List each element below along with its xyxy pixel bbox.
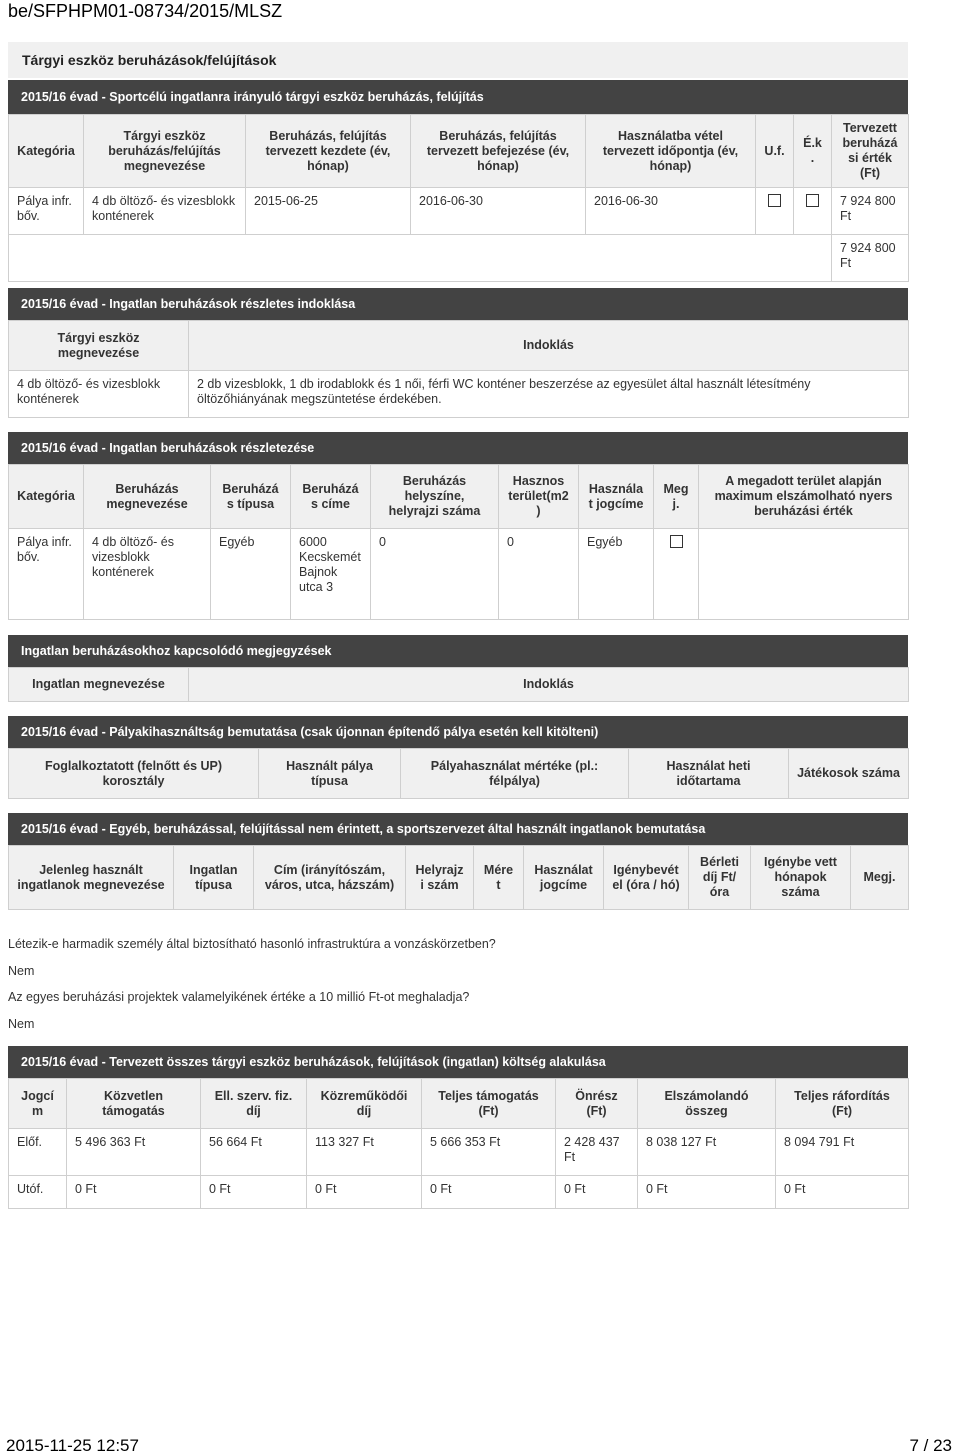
col-jogcime: Használat jogcíme	[579, 465, 654, 529]
col-ek: É.k.	[794, 115, 832, 188]
col-honapok-szama: Igénybe vett hónapok száma	[751, 846, 851, 910]
cell-max-ertek	[699, 529, 909, 620]
cell-terulet: 0	[499, 529, 579, 620]
cell-megnevezes: 4 db öltöző- és vizesblokk konténerek	[84, 188, 246, 235]
col-palyahasznalat: Pályahasználat mértéke (pl.: félpálya)	[401, 749, 629, 799]
col-cime: Beruházás címe	[291, 465, 371, 529]
col-kategoria: Kategória	[9, 465, 84, 529]
cell: 2 428 437 Ft	[556, 1129, 638, 1176]
cell: 56 664 Ft	[201, 1129, 307, 1176]
col-terulet: Hasznos terület(m2)	[499, 465, 579, 529]
col-palya-tipusa: Használt pálya típusa	[259, 749, 401, 799]
cell-ek	[794, 188, 832, 235]
cell: Utóf.	[9, 1176, 67, 1209]
cell: 0 Ft	[67, 1176, 201, 1209]
cell-megnevezes: 4 db öltöző- és vizesblokk konténerek	[9, 371, 189, 418]
table-row	[9, 1129, 909, 1176]
section-koltseg-alakulasa	[8, 1046, 908, 1209]
col-megnevezes: Tárgyi eszköz beruházás/felújítás megnevezése	[84, 115, 246, 188]
section-megjegyzesek	[8, 635, 908, 702]
egyeb-ingatlanok-table	[8, 845, 909, 910]
col-jelenleg-hasznalt: Jelenleg használt ingatlanok megnevezése	[9, 846, 174, 910]
col-ingatlan-megnevezes: Ingatlan megnevezése	[9, 668, 189, 702]
col-jatekosok: Játékosok száma	[789, 749, 909, 799]
cell-helyszin: 0	[371, 529, 499, 620]
page-title: Tárgyi eszköz beruházások/felújítások	[8, 42, 908, 78]
cell: 5 496 363 Ft	[67, 1129, 201, 1176]
cell: 0 Ft	[638, 1176, 776, 1209]
table-row	[9, 188, 909, 235]
ek-checkbox[interactable]	[806, 194, 819, 207]
table-row	[9, 371, 909, 418]
col-cim: Cím (irányítószám, város, utca, házszám)	[254, 846, 406, 910]
col-max-ertek: A megadott terület alapján maximum elszámolható nyers beruházási érték	[699, 465, 909, 529]
section-title: 2015/16 évad - Pályakihasználtság bemutatása (csak újonnan építendő pálya esetén kell kitölteni)	[8, 716, 908, 748]
total-spacer	[9, 235, 832, 282]
col-berleti-dij: Bérleti díj Ft/óra	[689, 846, 751, 910]
section-title: 2015/16 évad - Tervezett összes tárgyi eszköz beruházások, felújítások (ingatlan) költség alakulása	[8, 1046, 908, 1078]
col-elszamolando: Elszámolandó összeg	[638, 1079, 776, 1129]
col-megnevezes: Tárgyi eszköz megnevezése	[9, 321, 189, 371]
question-harmadik-szemely: Létezik-e harmadik személy által biztosítható hasonló infrastruktúra a vonzáskörzetben?	[8, 937, 496, 951]
col-tervezett-ertek: Tervezett beruházási érték (Ft)	[832, 115, 909, 188]
beruhazas-table	[8, 114, 909, 282]
uf-checkbox[interactable]	[768, 194, 781, 207]
col-indoklas: Indoklás	[189, 321, 909, 371]
section-title: 2015/16 évad - Sportcélú ingatlanra irányuló tárgyi eszköz beruházás, felújítás	[8, 80, 908, 114]
section-title: 2015/16 évad - Ingatlan beruházások részletes indoklása	[8, 288, 908, 320]
col-ell-szerv-dij: Ell. szerv. fiz. díj	[201, 1079, 307, 1129]
cell-kezdete: 2015-06-25	[246, 188, 411, 235]
section-reszletes-indoklas	[8, 288, 908, 418]
answer-harmadik-szemely: Nem	[8, 964, 35, 978]
footer-page-number: 7 / 23	[909, 1436, 952, 1455]
col-igenybevetel: Igénybevétel (óra / hó)	[604, 846, 689, 910]
section-title: Ingatlan beruházásokhoz kapcsolódó megjegyzések	[8, 635, 908, 667]
col-ingatlan-tipusa: Ingatlan típusa	[174, 846, 254, 910]
question-10-millio: Az egyes beruházási projektek valamelyikének értéke a 10 millió Ft-ot meghaladja?	[8, 990, 470, 1004]
cell: 0 Ft	[422, 1176, 556, 1209]
cell: 8 038 127 Ft	[638, 1129, 776, 1176]
col-kozremukodoi-dij: Közreműködői díj	[307, 1079, 422, 1129]
col-tipusa: Beruházás típusa	[211, 465, 291, 529]
cell-jogcim: Egyéb	[579, 529, 654, 620]
section-palyakihasznaltsag	[8, 716, 908, 799]
section-title: 2015/16 évad - Egyéb, beruházással, felújítással nem érintett, a sportszervezet által használt ingatlanok bemutatása	[8, 813, 908, 845]
cell-total: 7 924 800 Ft	[832, 235, 909, 282]
koltseg-table	[8, 1078, 909, 1209]
palyakihasznaltsag-table	[8, 748, 909, 799]
cell-megnevezes: 4 db öltöző- és vizesblokk konténerek	[84, 529, 211, 620]
table-row	[9, 1176, 909, 1209]
col-hasznalatba-vetel: Használatba vétel tervezett időpontja (év, hónap)	[586, 115, 756, 188]
cell-megj	[654, 529, 699, 620]
cell: 8 094 791 Ft	[776, 1129, 909, 1176]
col-teljes-raforditas: Teljes ráfordítás (Ft)	[776, 1079, 909, 1129]
table-row	[9, 529, 909, 620]
section-targyi-eszkoz-beruhazas	[8, 80, 908, 282]
col-kezdete: Beruházás, felújítás tervezett kezdete (év, hónap)	[246, 115, 411, 188]
section-egyeb-ingatlanok	[8, 813, 908, 910]
document-id-header: be/SFPHPM01-08734/2015/MLSZ	[8, 1, 283, 21]
col-jogcime: Használat jogcíme	[524, 846, 604, 910]
col-onresz: Önrész (Ft)	[556, 1079, 638, 1129]
cell-uf	[756, 188, 794, 235]
footer-datetime: 2015-11-25 12:57	[6, 1436, 139, 1455]
col-kategoria: Kategória	[9, 115, 84, 188]
col-megnevezes: Beruházás megnevezése	[84, 465, 211, 529]
cell: Előf.	[9, 1129, 67, 1176]
col-uf: U.f.	[756, 115, 794, 188]
total-row	[9, 235, 909, 282]
cell-befejezese: 2016-06-30	[411, 188, 586, 235]
cell-cim: 6000 Kecskemét Bajnok utca 3	[291, 529, 371, 620]
cell: 0 Ft	[307, 1176, 422, 1209]
cell-kategoria: Pálya infr. bőv.	[9, 188, 84, 235]
cell: 0 Ft	[201, 1176, 307, 1209]
section-beruhazasok-reszletezese	[8, 432, 908, 620]
col-indoklas: Indoklás	[189, 668, 909, 702]
col-jogcim: Jogcím	[9, 1079, 67, 1129]
cell: 113 327 Ft	[307, 1129, 422, 1176]
col-kozvetlen-tamogatas: Közvetlen támogatás	[67, 1079, 201, 1129]
megjegyzesek-table	[8, 667, 909, 702]
cell: 0 Ft	[556, 1176, 638, 1209]
col-heti-idotartam: Használat heti időtartama	[629, 749, 789, 799]
cell: 5 666 353 Ft	[422, 1129, 556, 1176]
cell-kategoria: Pálya infr. bőv.	[9, 529, 84, 620]
col-megj: Megj.	[851, 846, 909, 910]
indoklas-table	[8, 320, 909, 418]
col-meret: Méret	[474, 846, 524, 910]
col-befejezese: Beruházás, felújítás tervezett befejezése (év, hónap)	[411, 115, 586, 188]
cell-tipus: Egyéb	[211, 529, 291, 620]
answer-10-millio: Nem	[8, 1017, 35, 1031]
cell-hasznalat: 2016-06-30	[586, 188, 756, 235]
section-title: 2015/16 évad - Ingatlan beruházások részletezése	[8, 432, 908, 464]
col-helyszine: Beruházás helyszíne, helyrajzi száma	[371, 465, 499, 529]
cell: 0 Ft	[776, 1176, 909, 1209]
col-megj: Megj.	[654, 465, 699, 529]
col-korosztaly: Foglalkoztatott (felnőtt és UP) korosztály	[9, 749, 259, 799]
cell-ertek: 7 924 800 Ft	[832, 188, 909, 235]
megj-checkbox[interactable]	[670, 535, 683, 548]
reszletezes-table	[8, 464, 909, 620]
col-teljes-tamogatas: Teljes támogatás (Ft)	[422, 1079, 556, 1129]
cell-indoklas: 2 db vizesblokk, 1 db irodablokk és 1 női, férfi WC konténer beszerzése az egyesület által használt létesítmény öltözőhiányának megszüntetése érdekében.	[189, 371, 909, 418]
col-helyrajzi-szam: Helyrajzi szám	[406, 846, 474, 910]
